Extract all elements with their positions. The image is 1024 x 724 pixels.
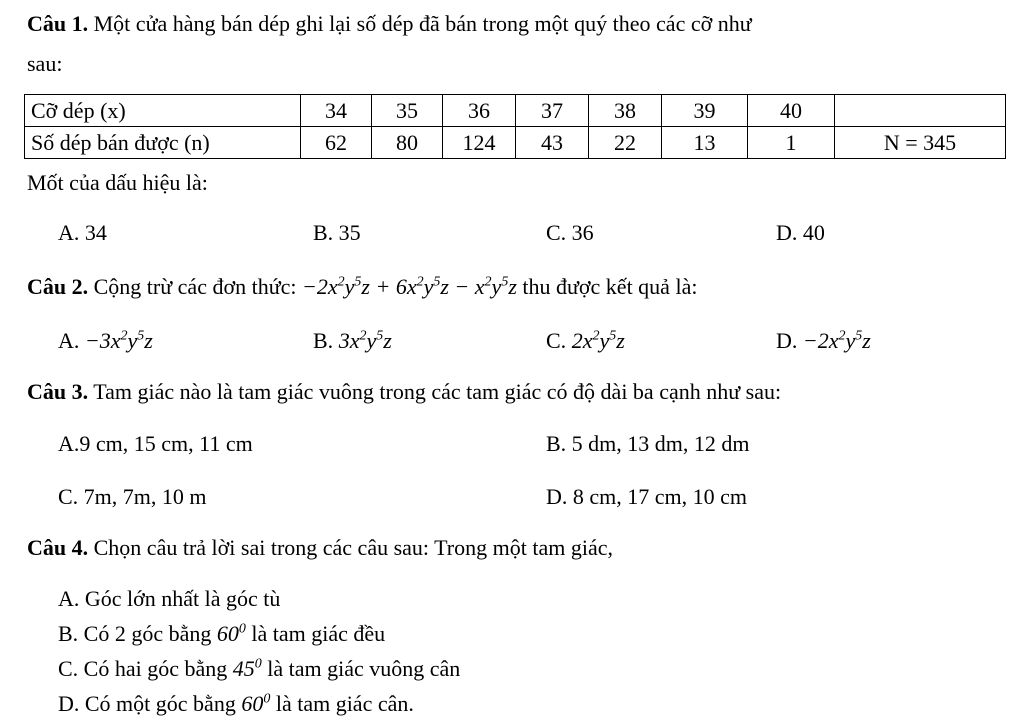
table-row-size xyxy=(25,95,1006,127)
q4-line xyxy=(27,537,613,559)
q3-text: Tam giác nào là tam giác vuông trong các tam giác có độ dài ba cạnh như sau: xyxy=(93,379,782,404)
q4-option-a: A. Góc lớn nhất là góc tù xyxy=(58,586,281,611)
q3-line xyxy=(27,381,781,403)
q4-option-b: B. Có 2 góc bằng $60^0$ là tam giác đều xyxy=(58,621,386,646)
table-cell: 1 xyxy=(748,127,835,159)
q3-option-a: A.9 cm, 15 cm, 11 cm xyxy=(58,431,253,456)
q1-text-line1: Một cửa hàng bán dép ghi lại số dép đã bán trong một quý theo các cỡ như xyxy=(93,11,752,36)
q2-label: Câu 2. xyxy=(27,274,89,299)
q2-option-d: D. $-2x^2y^5z$ xyxy=(776,328,871,353)
table-cell: 80 xyxy=(372,127,443,159)
q4-option-d: D. Có một góc bằng $60^0$ là tam giác cân. xyxy=(58,691,414,716)
q2-tail: thu được kết quả là: xyxy=(522,274,698,299)
table-cell: 13 xyxy=(662,127,748,159)
q4-text: Chọn câu trả lời sai trong các câu sau: Trong một tam giác, xyxy=(93,535,613,560)
table-cell: 62 xyxy=(301,127,372,159)
q3-option-d: D. 8 cm, 17 cm, 10 cm xyxy=(546,484,748,509)
table-header-size: Cỡ dép (x) xyxy=(25,95,301,127)
q2-option-c: C. $2x^2y^5z$ xyxy=(546,328,625,353)
q1-option-d: D. 40 xyxy=(776,220,825,245)
q2-option-b: B. $3x^2y^5z$ xyxy=(313,328,392,353)
q1-option-b: B. 35 xyxy=(313,220,361,245)
table-cell: 40 xyxy=(748,95,835,127)
q3-option-c: C. 7m, 7m, 10 m xyxy=(58,484,207,509)
q2-line xyxy=(27,276,697,298)
q3-option-b: B. 5 dm, 13 dm, 12 dm xyxy=(546,431,750,456)
table-row-count xyxy=(25,127,1006,159)
q3-label: Câu 3. xyxy=(27,379,89,404)
table-cell: 35 xyxy=(372,95,443,127)
table-cell: 36 xyxy=(443,95,516,127)
q1-option-c: C. 36 xyxy=(546,220,594,245)
q2-text: Cộng trừ các đơn thức: xyxy=(93,274,297,299)
table-header-count: Số dép bán được (n) xyxy=(25,127,301,159)
q1-option-a: A. 34 xyxy=(58,220,107,245)
table-cell: 22 xyxy=(589,127,662,159)
q2-expression: $-2x^2y^5z + 6x^2y^5z - x^2y^5z$ xyxy=(302,274,517,299)
q4-label: Câu 4. xyxy=(27,535,89,560)
table-cell xyxy=(835,95,1006,127)
q1-text-line2: sau: xyxy=(27,51,63,76)
q1-line1 xyxy=(27,13,752,35)
q1-table xyxy=(24,94,1006,159)
table-cell: 37 xyxy=(516,95,589,127)
q1-label: Câu 1. xyxy=(27,11,89,36)
table-cell: 34 xyxy=(301,95,372,127)
table-cell: 124 xyxy=(443,127,516,159)
q2-option-a: A. $-3x^2y^5z$ xyxy=(58,328,153,353)
q4-option-c: C. Có hai góc bằng $45^0$ là tam giác vuông cân xyxy=(58,656,461,681)
table-cell-total: N = 345 xyxy=(835,127,1006,159)
table-cell: 39 xyxy=(662,95,748,127)
table-cell: 38 xyxy=(589,95,662,127)
q1-prompt: Mốt của dấu hiệu là: xyxy=(27,170,208,195)
table-cell: 43 xyxy=(516,127,589,159)
